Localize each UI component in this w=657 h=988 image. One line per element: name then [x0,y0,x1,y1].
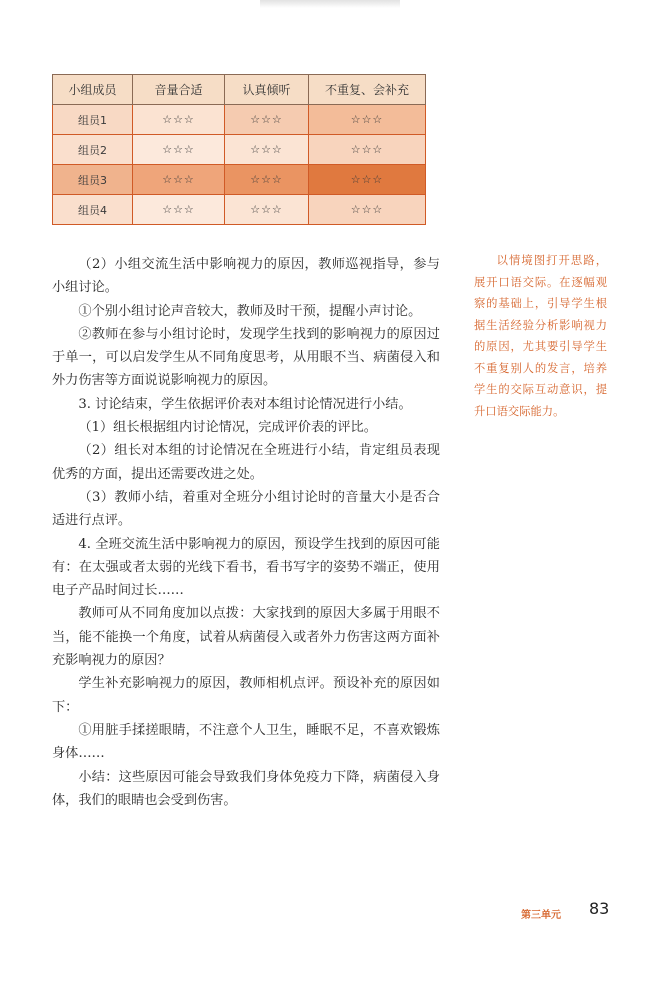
paragraph: 4. 全班交流生活中影响视力的原因，预设学生找到的原因可能有：在太强或者太弱的光线下看书，看书写字的姿势不端正，使用电子产品时间过长…… [52,536,440,599]
member-cell: 组员3 [53,165,133,195]
table-header-row [53,75,426,105]
table-row [53,135,426,165]
table-row [53,165,426,195]
paragraph: （2）小组交流生活中影响视力的原因，教师巡视指导，参与小组讨论。 [52,257,440,296]
rating-cell: ☆☆☆ [309,105,426,135]
paragraph: ②教师在参与小组讨论时，发现学生找到的影响视力的原因过于单一，可以启发学生从不同角度思考，从用眼不当、病菌侵入和外力伤害等方面说说影响视力的原因。 [52,326,440,389]
margin-note: 以情境图打开思路，展开口语交际。在逐幅观察的基础上，引导学生根据生活经验分析影响视力的原因，尤其要引导学生不重复别人的发言，培养学生的交际互动意识，提升口语交际能力。 [474,254,607,418]
rating-cell: ☆☆☆ [133,135,225,165]
unit-label: 第三单元 [521,910,561,921]
rating-cell: ☆☆☆ [225,165,309,195]
paragraph: 学生补充影响视力的原因，教师相机点评。预设补充的原因如下： [52,676,440,715]
member-cell: 组员1 [53,105,133,135]
header-listen: 认真倾听 [225,75,309,105]
member-cell: 组员4 [53,195,133,225]
table-row [53,105,426,135]
rating-cell: ☆☆☆ [133,165,225,195]
member-cell: 组员2 [53,135,133,165]
rating-cell: ☆☆☆ [225,105,309,135]
paragraph: 教师可从不同角度加以点拨：大家找到的原因大多属于用眼不当，能不能换一个角度，试着从病菌侵入或者外力伤害这两方面补充影响视力的原因？ [52,606,440,669]
rating-cell: ☆☆☆ [133,105,225,135]
header-member: 小组成员 [53,75,133,105]
paragraph: ①用脏手揉搓眼睛，不注意个人卫生，睡眠不足，不喜欢锻炼身体…… [52,722,440,762]
paragraph: 3. 讨论结束，学生依据评价表对本组讨论情况进行小结。 [78,396,412,412]
rating-cell: ☆☆☆ [225,195,309,225]
rating-cell: ☆☆☆ [309,135,426,165]
page-number: 83 [589,899,610,918]
paragraph: （1）组长根据组内讨论情况，完成评价表的评比。 [78,420,377,436]
paragraph: ①个别小组讨论声音较大，教师及时干预，提醒小声讨论。 [78,303,422,319]
header-volume: 音量合适 [133,75,225,105]
paragraph: （2）组长对本组的讨论情况在全班进行小结，肯定组员表现优秀的方面，提出还需要改进之处。 [52,443,440,482]
rating-cell: ☆☆☆ [309,165,426,195]
main-text [52,253,440,812]
table-row [53,195,426,225]
header-supplement: 不重复、会补充 [309,75,426,105]
rating-cell: ☆☆☆ [309,195,426,225]
paragraph: （3）教师小结，着重对全班分小组讨论时的音量大小是否合适进行点评。 [52,489,440,529]
rating-cell: ☆☆☆ [133,195,225,225]
page-fold-shadow [260,0,400,8]
rating-cell: ☆☆☆ [225,135,309,165]
paragraph: 小结：这些原因可能会导致我们身体免疫力下降，病菌侵入身体，我们的眼睛也会受到伤害。 [52,769,440,808]
evaluation-table [52,74,426,225]
